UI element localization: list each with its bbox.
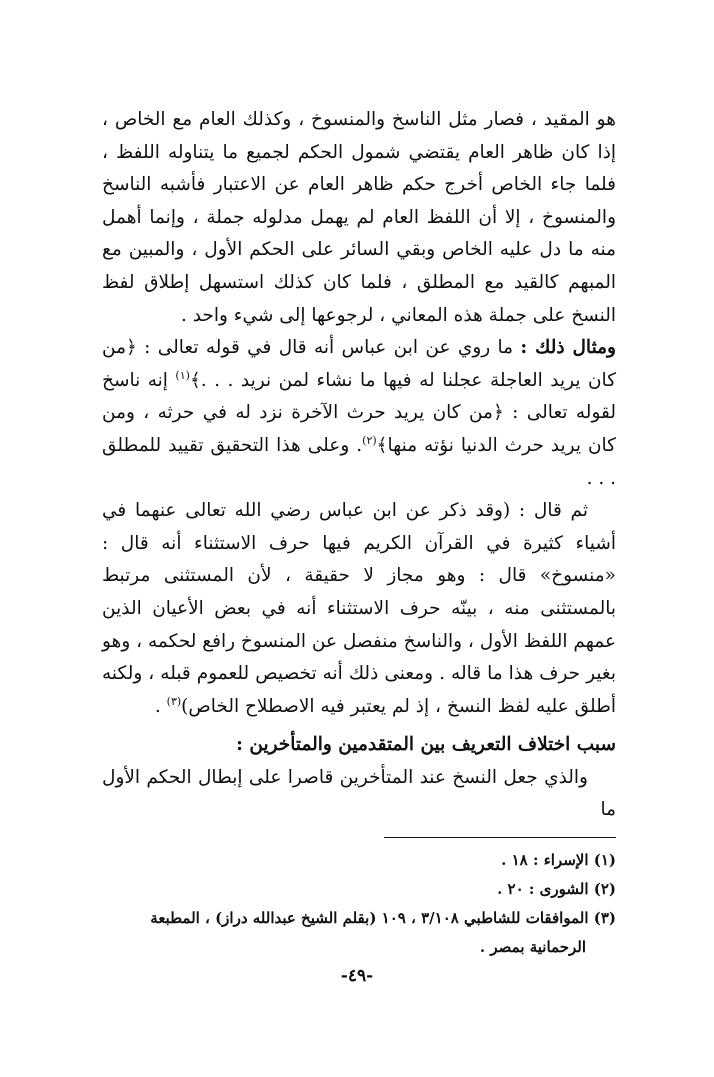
paragraph-example bbox=[102, 332, 616, 495]
footnote-3: (٣) الموافقات للشاطبي ٣/١٠٨ ، ١٠٩ (بقلم الشيخ عبدالله دراز) ، المطبعة bbox=[150, 909, 616, 927]
example-text-a: ما روي عن ابن عباس أنه قال في قوله تعالى : ﴿من كان يريد العاجلة عجلنا له فيها ما نشاء لمن نريد . . .﴾ bbox=[102, 337, 616, 391]
example-text-c: . وعلى هذا التحقيق تقييد للمطلق . . . bbox=[102, 434, 616, 489]
quote-end: . bbox=[154, 695, 167, 717]
paragraph-last: والذي جعل النسخ عند المتأخرين قاصرا على إبطال الحكم الأول ما bbox=[102, 766, 616, 821]
footnote-ref-1: (١) bbox=[175, 368, 190, 382]
paragraph-1: هو المقيد ، فصار مثل الناسخ والمنسوخ ، وكذلك العام مع الخاص ، إذا كان ظاهر العام يقتضي شمول الحكم لجميع ما يتناوله اللفظ ، فلما جاء الخاص أخرج حكم ظاهر العام عن الاعتبار فأشبه الناسخ والمنسوخ ، إلا أن اللفظ العام لم يهمل مدلوله جملة ، وإنما أهمل منه ما دل عليه الخاص وبقي السائر على الحكم الأول ، والمبين مع المبهم كالقيد مع المطلق ، فلما كان كذلك استسهل إطلاق لفظ النسخ على جملة هذه المعاني ، لرجوعها إلى شيء واحد . bbox=[102, 109, 616, 326]
main-text bbox=[102, 104, 616, 827]
page-number: -٤٩- bbox=[340, 966, 374, 986]
quote-text: ثم قال : (وقد ذكر عن ابن عباس رضي الله تعالى عنهما في أشياء كثيرة في القرآن الكريم فيها حرف الاستثناء أنه قال : «منسوخ» قال : وهو مجاز لا حقيقة ، لأن المستثنى مرتبط بالمستثنى منه ، بينّه حرف الاستثناء أنه في بعض الأعيان الذين عمهم اللفظ الأول ، والناسخ منفصل عن المنسوخ رافع لحكمه ، وهو بغير حرف هذا ما قاله . ومعنى ذلك أنه تخصيص للعموم قبله ، ولكنه أطلق عليه لفظ النسخ ، إذ لم يعتبر فيه الاصطلاح الخاص) bbox=[102, 500, 616, 717]
footnotes bbox=[96, 846, 616, 962]
footnote-2: (٢) الشورى : ٢٠ . bbox=[497, 880, 616, 898]
footnote-3-continuation: الرحمانية بمصر . bbox=[479, 938, 586, 956]
paragraph-quote bbox=[102, 495, 616, 723]
example-label: ومثال ذلك : bbox=[520, 337, 616, 359]
section-heading: سبب اختلاف التعريف بين المتقدمين والمتأخرين : bbox=[236, 734, 616, 756]
footnote-ref-2: (٢) bbox=[362, 433, 377, 447]
footnote-ref-3: (٣) bbox=[166, 694, 182, 708]
footnote-1: (١) الإسراء : ١٨ . bbox=[501, 851, 616, 869]
example-text-b: إنه ناسخ لقوله تعالى : ﴿من كان يريد حرث الآخرة نزد له في حرثه ، ومن كان يريد حرث الدنيا نؤته منها﴾ bbox=[102, 369, 616, 456]
footnote-divider bbox=[384, 837, 616, 838]
